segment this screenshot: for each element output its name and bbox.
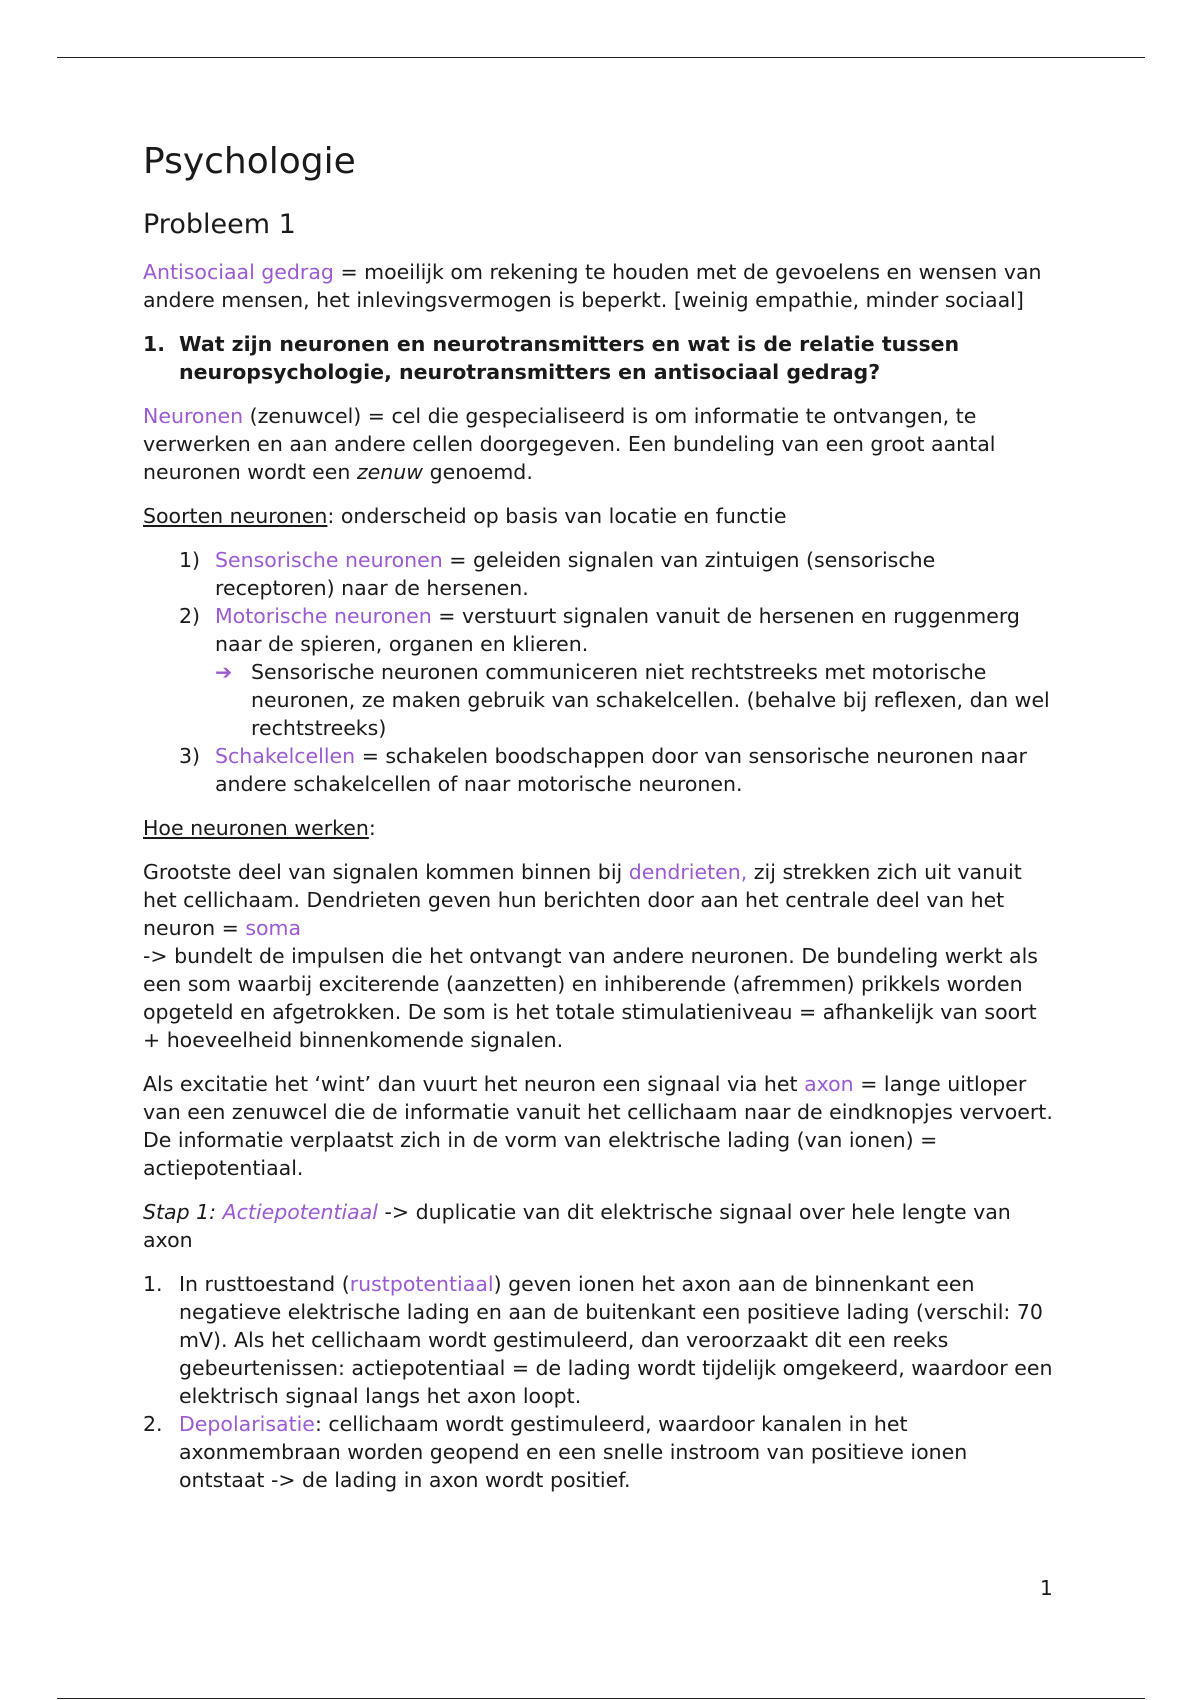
soorten-heading: Soorten neuronen: onderscheid op basis van locatie en functie xyxy=(143,504,787,528)
intro-paragraph: Antisociaal gedrag = moeilijk om rekening te houden met de gevoelens en wensen van andere mensen, het inlevingsvermogen is beperkt. [weinig empathie, minder sociaal] xyxy=(143,260,1042,312)
term-soma: soma xyxy=(245,916,302,940)
question-heading: 1. Wat zijn neuronen en neurotransmitters en wat is de relatie tussen neuropsychologie, neurotransmitters en antisociaal gedrag? xyxy=(143,332,960,384)
list-item: 1) Sensorische neuronen = geleiden signalen van zintuigen (sensorische receptoren) naar de hersenen. xyxy=(179,548,936,600)
term-actiepotentiaal: Actiepotentiaal xyxy=(222,1200,379,1224)
werken-heading: Hoe neuronen werken: xyxy=(143,816,376,840)
list-item: 3) Schakelcellen = schakelen boodschappen door van sensorische neuronen naar andere schakelcellen of naar motorische neuronen. xyxy=(179,744,1027,796)
section-heading: Probleem 1 xyxy=(143,209,296,240)
arrow-note: ➔ Sensorische neuronen communiceren niet rechtstreeks met motorische neuronen, ze maken gebruik van schakelcellen. (behalve bij reflexen, dan wel rechtstreeks) xyxy=(215,660,1050,740)
list-item: 1. In rusttoestand (rustpotentiaal) geven ionen het axon aan de binnenkant een negatieve elektrische lading en aan de buitenkant een positieve lading (verschil: 70 mV). Als het cellichaam wordt gestimuleerd, dan veroorzaakt dit een reeks gebeurtenissen: actiepotentiaal = de lading wordt tijdelijk omgekeerd, waardoor een elektrisch signaal langs het axon loopt. xyxy=(143,1272,1053,1408)
list-item: 2) Motorische neuronen = verstuurt signalen vanuit de hersenen en ruggenmerg naar de spieren, organen en klieren. xyxy=(179,604,1020,656)
arrow-right-icon: ➔ xyxy=(215,660,233,684)
header-rule xyxy=(57,57,1145,58)
document-title: Psychologie xyxy=(143,141,356,182)
neuronen-paragraph: Neuronen (zenuwcel) = cel die gespecialiseerd is om informatie te ontvangen, te verwerken en aan andere cellen doorgegeven. Een bundeling van een groot aantal neuronen wordt een zenuw genoemd. xyxy=(143,404,996,484)
page-number: 1 xyxy=(1040,1576,1053,1600)
document-page xyxy=(143,140,1058,1510)
term-dendrieten: dendrieten, xyxy=(628,860,748,884)
stap-list xyxy=(143,1270,1058,1494)
term-neuronen: Neuronen xyxy=(143,404,244,428)
werken-paragraph-2: Als excitatie het ‘wint’ dan vuurt het neuron een signaal via het axon = lange uitloper van een zenuwcel die de informatie vanuit het cellichaam naar de eindknopjes vervoert. De informatie verplaatst zich in de vorm van elektrische lading (van ionen) = actiepotentiaal. xyxy=(143,1072,1053,1180)
footer-rule xyxy=(57,1698,1145,1699)
soorten-list xyxy=(143,546,1058,798)
stap-heading: Stap 1: Actiepotentiaal -> duplicatie van dit elektrische signaal over hele lengte van axon xyxy=(143,1200,1011,1252)
list-item: 2. Depolarisatie: cellichaam wordt gestimuleerd, waardoor kanalen in het axonmembraan worden geopend en een snelle instroom van positieve ionen ontstaat -> de lading in axon wordt positief. xyxy=(143,1412,968,1492)
term-antisociaal: Antisociaal gedrag xyxy=(143,260,334,284)
werken-paragraph-1: Grootste deel van signalen kommen binnen bij dendrieten, zij strekken zich uit vanuit het cellichaam. Dendrieten geven hun berichten door aan het centrale deel van het neuron = soma -> bundelt de impulsen die het ontvangt van andere neuronen. De bundeling werkt als een som waarbij exciterende (aanzetten) en inhiberende (afremmen) prikkels worden opgeteld en afgetrokken. De som is het totale stimulatieniveau = afhankelijk van soort + hoeveelheid binnenkomende signalen. xyxy=(143,860,1038,1052)
term-axon: axon xyxy=(804,1072,854,1096)
